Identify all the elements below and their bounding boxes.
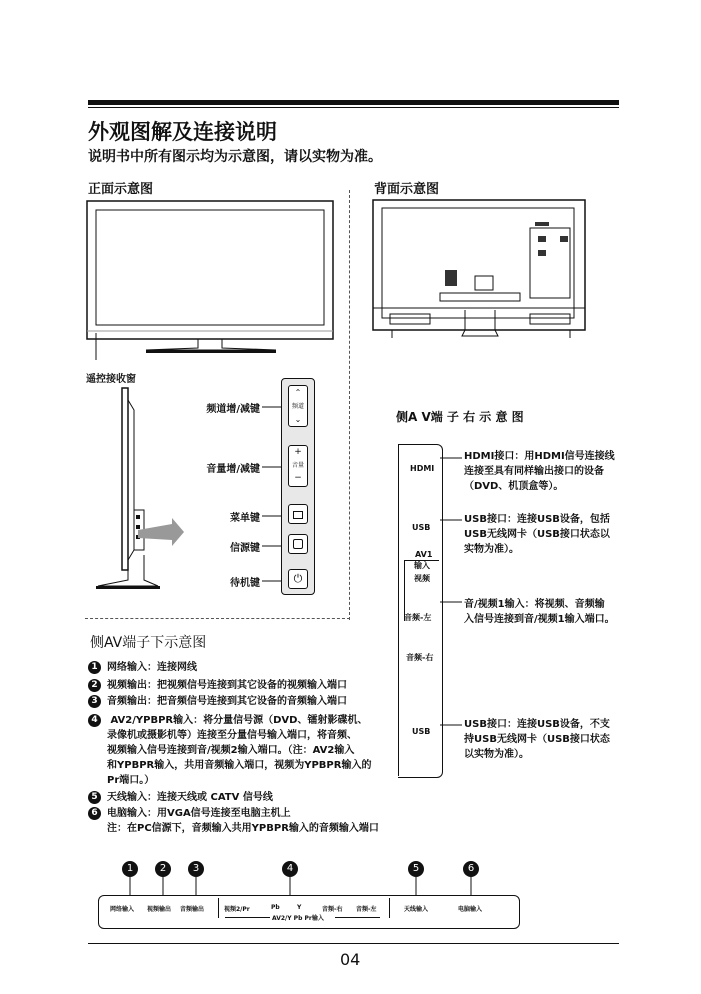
- plate-pb: Pb: [271, 904, 280, 911]
- list-item: 录像机或摄影机等）连接至分量信号输入端口，将音频、: [107, 730, 357, 741]
- standby-button[interactable]: [288, 569, 308, 589]
- list-item: 视频输入信号连接到音/视频2输入端口。（注：AV2输入: [107, 745, 355, 756]
- bottom-av-title: 侧AV端子下示意图: [90, 635, 207, 651]
- av1-note-1: 音/视频1输入：将视频、音频输: [464, 599, 605, 610]
- back-label: 背面示意图: [374, 182, 440, 197]
- side-av-leader-lines: [440, 450, 462, 740]
- plate-pc-input: 电脑输入: [458, 906, 483, 913]
- page-subtitle: 说明书中所有图示均为示意图，请以实物为准。: [88, 149, 382, 165]
- list-item: 5 天线输入：连接天线或 CATV 信号线: [88, 790, 408, 805]
- source-button[interactable]: [288, 534, 308, 554]
- plate-audio-left: 音频-左: [356, 906, 377, 913]
- plate-antenna-input: 天线输入: [404, 906, 429, 913]
- hdmi-note-1: HDMI接口：用HDMI信号连接线: [464, 451, 615, 462]
- menu-icon: [293, 511, 303, 519]
- plate-video2-pr: 视频2/Pr: [224, 906, 250, 913]
- panel-marker-3: 3: [188, 858, 210, 877]
- volume-button[interactable]: [288, 445, 308, 487]
- port-usb2-label: USB: [412, 727, 431, 736]
- usb2-note-3: 以实物为准）。: [464, 749, 529, 760]
- power-icon: ⏻: [293, 572, 303, 585]
- av2-group-line-left: [225, 917, 270, 918]
- list-item: 4 AV2/YPBPR输入：将分量信号源（DVD、镭射影碟机、: [88, 713, 408, 728]
- header-rule: [88, 100, 619, 105]
- port-audio-right-label: 音频-右: [406, 653, 434, 662]
- list-item: Pr端口。）: [107, 775, 155, 786]
- menu-button[interactable]: [288, 504, 308, 524]
- divider-horizontal: [85, 618, 350, 619]
- panel-marker-4: 4: [282, 858, 304, 877]
- plate-network-input: 网络输入: [110, 906, 135, 913]
- usb1-note-1: USB接口：连接USB设备，包括: [464, 514, 610, 525]
- volume-up-down-icon: + 音量 −: [291, 447, 304, 483]
- panel-marker-5: 5: [408, 858, 430, 877]
- menu-button-label: 菜单键: [230, 513, 260, 524]
- side-button-panel: [281, 378, 315, 595]
- panel-marker-1: 1: [122, 858, 144, 877]
- hdmi-note-2: 连接至具有同样输出接口的设备: [464, 466, 604, 477]
- header-rule-thin: [88, 107, 619, 108]
- port-audio-left-label: 音频-左: [404, 613, 432, 622]
- standby-button-label: 待机键: [230, 578, 260, 589]
- list-item: 6 电脑输入：用VGA信号连接至电脑主机上: [88, 806, 408, 821]
- list-item: 注：在PC信源下，音频输入共用YPBPR输入的音频输入端口: [107, 823, 379, 834]
- channel-button-label: 频道增/减键: [206, 404, 260, 415]
- plate-video-output: 视频输出: [147, 906, 172, 913]
- plate-av2-group: AV2/Y Pb Pr输入: [272, 915, 324, 922]
- list-item: 1 网络输入：连接网线: [88, 660, 408, 675]
- button-leader-lines: [262, 380, 282, 600]
- port-av1-label: AV1: [415, 550, 433, 559]
- plate-y: Y: [297, 904, 302, 911]
- port-video-label: 视频: [414, 574, 430, 583]
- plate-audio-output: 音频输出: [180, 906, 205, 913]
- usb2-note-2: 持USB无线网卡（USB接口状态: [464, 734, 610, 745]
- port-usb1-label: USB: [412, 523, 431, 532]
- list-item: 3 音频输出：把音频信号连接到其它设备的音频输入端口: [88, 694, 408, 709]
- footer-rule: [88, 943, 619, 944]
- source-icon: [293, 539, 303, 549]
- remote-receiver-label: 遥控接收窗: [86, 374, 136, 385]
- list-item: 和YPBPR输入，共用音频输入端口，视频为YPBPR输入的: [107, 760, 372, 771]
- bottom-av-list: [88, 660, 408, 836]
- port-input-label: 输入: [414, 561, 430, 570]
- side-av-title: 侧A V端 子 右 示 意 图: [396, 410, 524, 424]
- list-item: 2 视频输出：把视频信号连接到其它设备的视频输入端口: [88, 678, 408, 693]
- back-tv-illustration: [370, 198, 590, 358]
- page-title: 外观图解及连接说明: [88, 120, 277, 144]
- usb1-note-3: 实物为准）。: [464, 544, 519, 555]
- page-number: 04: [340, 950, 361, 969]
- panel-marker-2: 2: [155, 858, 177, 877]
- port-hdmi-label: HDMI: [410, 464, 435, 473]
- channel-up-down-icon: ⌃ 频道 ⌄: [291, 388, 304, 424]
- usb1-note-2: USB无线网卡（USB接口状态以: [464, 529, 610, 540]
- hdmi-note-3: （DVD、机顶盒等）。: [464, 481, 564, 492]
- av1-note-2: 入信号连接到音/视频1输入端口。: [464, 614, 615, 625]
- plate-audio-right: 音频-右: [322, 906, 343, 913]
- volume-button-label: 音量增/减键: [206, 464, 260, 475]
- front-label: 正面示意图: [88, 182, 154, 197]
- side-tv-illustration: [84, 380, 194, 610]
- av2-group-line-right: [335, 917, 380, 918]
- panel-marker-6: 6: [463, 858, 485, 877]
- channel-button[interactable]: [288, 385, 308, 427]
- source-button-label: 信源键: [230, 543, 260, 554]
- divider-vertical: [349, 190, 350, 620]
- usb2-note-1: USB接口：连接USB设备，不支: [464, 719, 610, 730]
- front-tv-illustration: [86, 200, 336, 360]
